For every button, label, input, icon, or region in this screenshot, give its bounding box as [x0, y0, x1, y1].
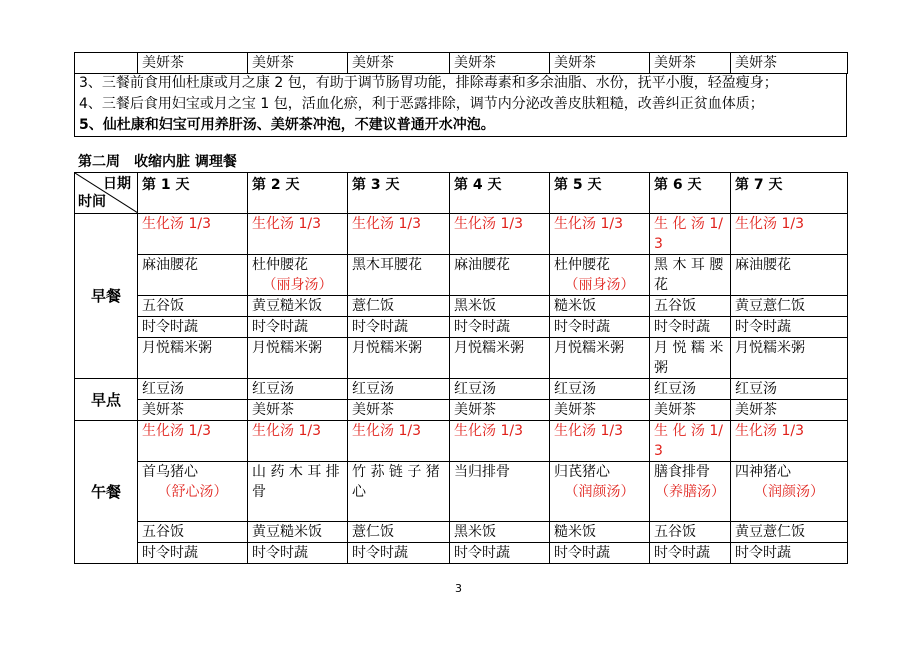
cell: 月 悦 糯 米粥 [650, 338, 731, 379]
notes-box [74, 73, 847, 137]
cell: 时令时蔬 [248, 543, 348, 564]
cell: 生 化 汤 1/3 [650, 214, 731, 255]
cell: 生化汤 1/3 [348, 214, 450, 255]
cell: 美妍茶 [550, 400, 650, 421]
dish-note: （润颜汤） [754, 484, 824, 500]
cell: 生化汤 1/3 [248, 421, 348, 462]
cell: 红豆汤 [731, 379, 848, 400]
day-header: 第 3 天 [348, 173, 450, 214]
cell [138, 462, 248, 522]
cell: 月悦糯米粥 [138, 338, 248, 379]
dish: 麻油腰花 [142, 257, 198, 273]
cell: 时令时蔬 [650, 543, 731, 564]
top-cell: 美妍茶 [550, 53, 650, 74]
cell: 生化汤 1/3 [550, 421, 650, 462]
cell: 生 化 汤 1/3 [650, 421, 731, 462]
cell: 生化汤 1/3 [450, 421, 550, 462]
top-cell: 美妍茶 [731, 53, 848, 74]
cell [650, 255, 731, 296]
cell [248, 462, 348, 522]
top-blank-cell [75, 53, 138, 74]
cell: 生化汤 1/3 [138, 214, 248, 255]
top-cell: 美妍茶 [650, 53, 731, 74]
cell: 时令时蔬 [248, 317, 348, 338]
dish-note: （润颜汤） [564, 484, 635, 500]
cell: 美妍茶 [138, 400, 248, 421]
cell: 黄豆薏仁饭 [731, 522, 848, 543]
note-line: 4、三餐后食用妇宝或月之宝 1 包，活血化瘀，利于恶露排除，调节内分泌改善皮肤粗糙，改善纠正贫血体质； [79, 96, 764, 112]
breakfast-veg-row [75, 317, 848, 338]
dish: 竹 荪 链 子 猪心 [352, 464, 440, 500]
cell: 时令时蔬 [348, 543, 450, 564]
dish: 当归排骨 [454, 464, 510, 480]
breakfast-main-row [75, 255, 848, 296]
cell: 月悦糯米粥 [450, 338, 550, 379]
cell: 红豆汤 [650, 379, 731, 400]
cell: 时令时蔬 [450, 317, 550, 338]
cell: 时令时蔬 [138, 543, 248, 564]
cell: 美妍茶 [450, 400, 550, 421]
cell: 薏仁饭 [348, 296, 450, 317]
corner-cell [75, 173, 138, 214]
cell: 五谷饭 [138, 296, 248, 317]
cell [731, 462, 848, 522]
day-header: 第 2 天 [248, 173, 348, 214]
lunch-veg-row [75, 543, 848, 564]
cell: 红豆汤 [138, 379, 248, 400]
cell [348, 255, 450, 296]
dish: 首乌猪心 [142, 464, 198, 480]
section-title: 第二周 收缩内脏 调理餐 [78, 154, 237, 170]
top-table [74, 52, 848, 74]
cell [450, 255, 550, 296]
top-row [75, 53, 848, 74]
cell: 时令时蔬 [450, 543, 550, 564]
dish-note: （养膳汤） [655, 484, 725, 500]
day-header: 第 4 天 [450, 173, 550, 214]
cell: 红豆汤 [450, 379, 550, 400]
cell: 生化汤 1/3 [731, 214, 848, 255]
cell: 生化汤 1/3 [348, 421, 450, 462]
cell: 糙米饭 [550, 522, 650, 543]
dish: 归芪猪心 [554, 464, 610, 480]
cell: 生化汤 1/3 [450, 214, 550, 255]
day-header: 第 7 天 [731, 173, 848, 214]
cell: 生化汤 1/3 [550, 214, 650, 255]
top-cell: 美妍茶 [248, 53, 348, 74]
top-cell: 美妍茶 [138, 53, 248, 74]
cell: 薏仁饭 [348, 522, 450, 543]
cell [550, 462, 650, 522]
cell: 美妍茶 [248, 400, 348, 421]
cell [731, 255, 848, 296]
dish: 黑木耳腰花 [352, 257, 422, 273]
cell: 五谷饭 [138, 522, 248, 543]
meal-label-breakfast: 早餐 [75, 214, 138, 379]
dish-note: （舒心汤） [157, 484, 228, 500]
meal-label-snack: 早点 [75, 379, 138, 421]
top-cell: 美妍茶 [450, 53, 550, 74]
dish: 杜仲腰花 [554, 257, 610, 273]
dish: 杜仲腰花 [252, 257, 308, 273]
cell [138, 255, 248, 296]
cell: 黄豆薏仁饭 [731, 296, 848, 317]
cell: 生化汤 1/3 [138, 421, 248, 462]
meal-plan-table [74, 172, 848, 564]
snack-soup-row [75, 379, 848, 400]
cell: 月悦糯米粥 [248, 338, 348, 379]
corner-date-label: 日期 [103, 176, 131, 192]
snack-tea-row [75, 400, 848, 421]
dish-note: （丽身汤） [262, 277, 333, 293]
lunch-soup-row [75, 421, 848, 462]
lunch-rice-row [75, 522, 848, 543]
cell: 美妍茶 [348, 400, 450, 421]
cell: 美妍茶 [731, 400, 848, 421]
lunch-main-row [75, 462, 848, 522]
cell: 糙米饭 [550, 296, 650, 317]
cell [348, 462, 450, 522]
cell: 黄豆糙米饭 [248, 296, 348, 317]
note-line: 3、三餐前食用仙杜康或月之康 2 包，有助于调节肠胃功能，排除毒素和多余油脂、水份，抚平小腹，轻盈瘦身； [79, 75, 778, 91]
cell [650, 462, 731, 522]
cell: 红豆汤 [248, 379, 348, 400]
dish-note: （丽身汤） [564, 277, 635, 293]
cell: 时令时蔬 [731, 543, 848, 564]
cell: 时令时蔬 [731, 317, 848, 338]
cell: 月悦糯米粥 [731, 338, 848, 379]
breakfast-rice-row [75, 296, 848, 317]
dish: 山 药 木 耳 排骨 [252, 464, 340, 500]
day-header: 第 5 天 [550, 173, 650, 214]
cell: 五谷饭 [650, 296, 731, 317]
cell [248, 255, 348, 296]
cell: 五谷饭 [650, 522, 731, 543]
corner-time-label: 时间 [78, 194, 106, 210]
cell: 红豆汤 [550, 379, 650, 400]
cell: 时令时蔬 [650, 317, 731, 338]
cell: 时令时蔬 [138, 317, 248, 338]
cell: 黄豆糙米饭 [248, 522, 348, 543]
cell: 生化汤 1/3 [248, 214, 348, 255]
dish: 四神猪心 [735, 464, 791, 480]
cell: 时令时蔬 [550, 543, 650, 564]
dish: 黑 木 耳 腰花 [654, 257, 724, 293]
cell: 红豆汤 [348, 379, 450, 400]
cell [450, 462, 550, 522]
cell: 月悦糯米粥 [550, 338, 650, 379]
cell: 时令时蔬 [550, 317, 650, 338]
breakfast-porridge-row [75, 338, 848, 379]
dish: 膳食排骨 [654, 464, 710, 480]
cell: 生化汤 1/3 [731, 421, 848, 462]
dish: 麻油腰花 [735, 257, 791, 273]
day-header: 第 6 天 [650, 173, 731, 214]
cell: 黑米饭 [450, 296, 550, 317]
cell: 美妍茶 [650, 400, 731, 421]
cell: 月悦糯米粥 [348, 338, 450, 379]
dish: 麻油腰花 [454, 257, 510, 273]
breakfast-soup-row [75, 214, 848, 255]
cell: 时令时蔬 [348, 317, 450, 338]
meal-label-lunch: 午餐 [75, 421, 138, 564]
page-number: 3 [455, 582, 462, 595]
cell: 黑米饭 [450, 522, 550, 543]
note-line-bold: 5、仙杜康和妇宝可用养肝汤、美妍茶冲泡，不建议普通开水冲泡。 [79, 117, 495, 133]
day-header: 第 1 天 [138, 173, 248, 214]
cell [550, 255, 650, 296]
header-row [75, 173, 848, 214]
top-cell: 美妍茶 [348, 53, 450, 74]
